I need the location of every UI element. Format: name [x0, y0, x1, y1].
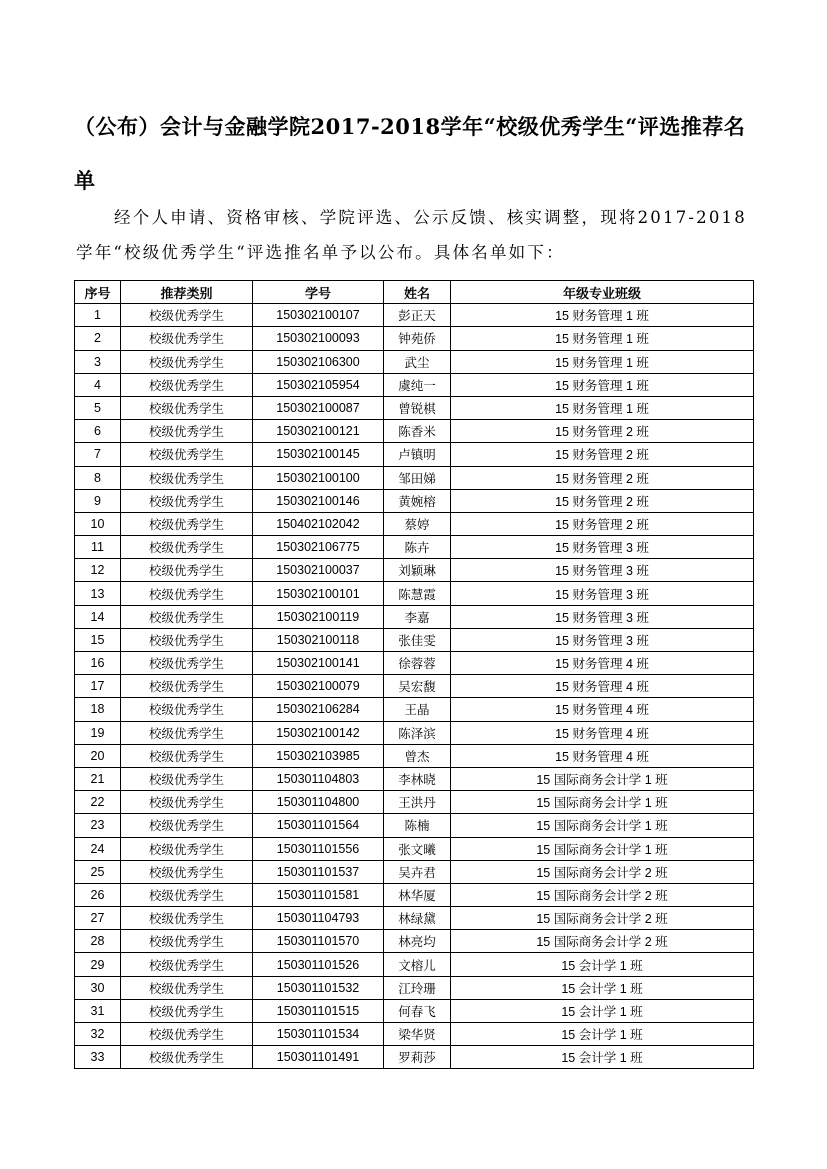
cell-category: 校级优秀学生: [121, 721, 253, 744]
cell-name: 林华厦: [384, 883, 451, 906]
cell-student-id: 150301101526: [253, 953, 384, 976]
cell-index: 19: [75, 721, 121, 744]
cell-class: 15 财务管理 2 班: [451, 420, 754, 443]
cell-name: 徐蓉蓉: [384, 652, 451, 675]
cell-name: 邹田娣: [384, 466, 451, 489]
header-class: 年级专业班级: [451, 281, 754, 304]
cell-class: 15 财务管理 3 班: [451, 559, 754, 582]
cell-index: 29: [75, 953, 121, 976]
cell-category: 校级优秀学生: [121, 304, 253, 327]
page-title: （公布）会计与金融学院2017-2018学年“校级优秀学生“评选推荐名单: [74, 114, 746, 193]
cell-name: 黄婉榕: [384, 489, 451, 512]
cell-index: 24: [75, 837, 121, 860]
student-roster-table: [74, 280, 754, 1069]
cell-index: 31: [75, 999, 121, 1022]
table-row: [75, 512, 754, 535]
cell-category: 校级优秀学生: [121, 791, 253, 814]
cell-category: 校级优秀学生: [121, 628, 253, 651]
cell-name: 梁华贤: [384, 1023, 451, 1046]
cell-category: 校级优秀学生: [121, 999, 253, 1022]
cell-index: 17: [75, 675, 121, 698]
cell-student-id: 150302100087: [253, 396, 384, 419]
cell-class: 15 会计学 1 班: [451, 976, 754, 999]
cell-category: 校级优秀学生: [121, 350, 253, 373]
cell-student-id: 150301101581: [253, 883, 384, 906]
cell-index: 33: [75, 1046, 121, 1069]
cell-category: 校级优秀学生: [121, 883, 253, 906]
cell-name: 罗莉莎: [384, 1046, 451, 1069]
cell-category: 校级优秀学生: [121, 489, 253, 512]
table-row: [75, 582, 754, 605]
table-row: [75, 1023, 754, 1046]
table-row: [75, 327, 754, 350]
cell-index: 18: [75, 698, 121, 721]
cell-class: 15 财务管理 2 班: [451, 443, 754, 466]
cell-class: 15 财务管理 1 班: [451, 350, 754, 373]
cell-class: 15 财务管理 3 班: [451, 605, 754, 628]
table-row: [75, 536, 754, 559]
cell-student-id: 150302100119: [253, 605, 384, 628]
cell-class: 15 国际商务会计学 1 班: [451, 767, 754, 790]
cell-category: 校级优秀学生: [121, 675, 253, 698]
cell-student-id: 150301104793: [253, 907, 384, 930]
cell-name: 钟苑侨: [384, 327, 451, 350]
table-row: [75, 976, 754, 999]
cell-class: 15 国际商务会计学 1 班: [451, 837, 754, 860]
cell-index: 4: [75, 373, 121, 396]
cell-student-id: 150302100142: [253, 721, 384, 744]
table-row: [75, 883, 754, 906]
cell-student-id: 150301101556: [253, 837, 384, 860]
cell-category: 校级优秀学生: [121, 605, 253, 628]
cell-index: 20: [75, 744, 121, 767]
cell-student-id: 150302103985: [253, 744, 384, 767]
cell-name: 武尘: [384, 350, 451, 373]
cell-class: 15 会计学 1 班: [451, 953, 754, 976]
cell-category: 校级优秀学生: [121, 744, 253, 767]
cell-index: 28: [75, 930, 121, 953]
cell-name: 王洪丹: [384, 791, 451, 814]
cell-class: 15 国际商务会计学 2 班: [451, 930, 754, 953]
cell-student-id: 150301101570: [253, 930, 384, 953]
cell-student-id: 150302100079: [253, 675, 384, 698]
intro-paragraph: 经个人申请、资格审核、学院评选、公示反馈、核实调整，现将2017-2018学年“校级优秀学生“评选推名单予以公布。具体名单如下：: [76, 208, 747, 262]
cell-name: 王晶: [384, 698, 451, 721]
cell-category: 校级优秀学生: [121, 1023, 253, 1046]
cell-class: 15 财务管理 4 班: [451, 744, 754, 767]
cell-student-id: 150302100037: [253, 559, 384, 582]
cell-index: 22: [75, 791, 121, 814]
cell-class: 15 财务管理 1 班: [451, 396, 754, 419]
cell-student-id: 150301104803: [253, 767, 384, 790]
cell-index: 16: [75, 652, 121, 675]
cell-index: 25: [75, 860, 121, 883]
table-row: [75, 953, 754, 976]
cell-name: 陈慧霞: [384, 582, 451, 605]
cell-name: 刘颖琳: [384, 559, 451, 582]
cell-index: 10: [75, 512, 121, 535]
table-header-row: [75, 281, 754, 304]
table-row: [75, 791, 754, 814]
cell-index: 12: [75, 559, 121, 582]
cell-student-id: 150302100145: [253, 443, 384, 466]
cell-student-id: 150302106300: [253, 350, 384, 373]
cell-name: 陈泽滨: [384, 721, 451, 744]
cell-category: 校级优秀学生: [121, 1046, 253, 1069]
cell-class: 15 财务管理 2 班: [451, 466, 754, 489]
cell-index: 21: [75, 767, 121, 790]
table-row: [75, 698, 754, 721]
cell-name: 张佳雯: [384, 628, 451, 651]
cell-category: 校级优秀学生: [121, 814, 253, 837]
cell-name: 虞纯一: [384, 373, 451, 396]
cell-index: 8: [75, 466, 121, 489]
cell-class: 15 财务管理 1 班: [451, 327, 754, 350]
cell-name: 李林晓: [384, 767, 451, 790]
cell-category: 校级优秀学生: [121, 652, 253, 675]
header-category: 推荐类别: [121, 281, 253, 304]
cell-student-id: 150301101515: [253, 999, 384, 1022]
cell-class: 15 财务管理 3 班: [451, 582, 754, 605]
cell-class: 15 财务管理 3 班: [451, 536, 754, 559]
table-row: [75, 930, 754, 953]
cell-name: 何春飞: [384, 999, 451, 1022]
cell-category: 校级优秀学生: [121, 953, 253, 976]
cell-student-id: 150302100101: [253, 582, 384, 605]
header-index: 序号: [75, 281, 121, 304]
cell-category: 校级优秀学生: [121, 976, 253, 999]
header-name: 姓名: [384, 281, 451, 304]
cell-class: 15 财务管理 1 班: [451, 304, 754, 327]
cell-category: 校级优秀学生: [121, 536, 253, 559]
cell-category: 校级优秀学生: [121, 396, 253, 419]
table-row: [75, 721, 754, 744]
cell-category: 校级优秀学生: [121, 443, 253, 466]
table-row: [75, 559, 754, 582]
cell-name: 陈楠: [384, 814, 451, 837]
cell-name: 文榕儿: [384, 953, 451, 976]
cell-class: 15 财务管理 2 班: [451, 512, 754, 535]
cell-student-id: 150301104800: [253, 791, 384, 814]
cell-category: 校级优秀学生: [121, 373, 253, 396]
cell-class: 15 财务管理 4 班: [451, 652, 754, 675]
cell-student-id: 150301101537: [253, 860, 384, 883]
cell-index: 27: [75, 907, 121, 930]
cell-class: 15 国际商务会计学 2 班: [451, 907, 754, 930]
table-row: [75, 304, 754, 327]
cell-class: 15 会计学 1 班: [451, 1046, 754, 1069]
cell-name: 陈香米: [384, 420, 451, 443]
table-row: [75, 373, 754, 396]
table-row: [75, 675, 754, 698]
cell-name: 蔡婷: [384, 512, 451, 535]
cell-student-id: 150301101534: [253, 1023, 384, 1046]
cell-student-id: 150302100107: [253, 304, 384, 327]
cell-student-id: 150301101532: [253, 976, 384, 999]
table-row: [75, 767, 754, 790]
cell-category: 校级优秀学生: [121, 466, 253, 489]
cell-name: 陈卉: [384, 536, 451, 559]
cell-class: 15 财务管理 2 班: [451, 489, 754, 512]
cell-index: 13: [75, 582, 121, 605]
cell-class: 15 国际商务会计学 2 班: [451, 860, 754, 883]
cell-category: 校级优秀学生: [121, 837, 253, 860]
table-row: [75, 814, 754, 837]
cell-student-id: 150302100121: [253, 420, 384, 443]
cell-index: 26: [75, 883, 121, 906]
table-row: [75, 420, 754, 443]
cell-category: 校级优秀学生: [121, 767, 253, 790]
cell-student-id: 150302105954: [253, 373, 384, 396]
cell-index: 2: [75, 327, 121, 350]
cell-student-id: 150302100100: [253, 466, 384, 489]
cell-category: 校级优秀学生: [121, 420, 253, 443]
table-row: [75, 837, 754, 860]
cell-name: 林亮均: [384, 930, 451, 953]
table-row: [75, 466, 754, 489]
cell-name: 江玲珊: [384, 976, 451, 999]
cell-index: 3: [75, 350, 121, 373]
table-row: [75, 860, 754, 883]
cell-student-id: 150302100146: [253, 489, 384, 512]
cell-name: 李嘉: [384, 605, 451, 628]
cell-category: 校级优秀学生: [121, 860, 253, 883]
cell-name: 林绿黛: [384, 907, 451, 930]
cell-index: 5: [75, 396, 121, 419]
table-row: [75, 907, 754, 930]
cell-class: 15 国际商务会计学 2 班: [451, 883, 754, 906]
table-row: [75, 396, 754, 419]
cell-student-id: 150301101491: [253, 1046, 384, 1069]
cell-class: 15 财务管理 4 班: [451, 721, 754, 744]
table-row: [75, 999, 754, 1022]
table-body: [75, 304, 754, 1069]
cell-index: 30: [75, 976, 121, 999]
header-student-id: 学号: [253, 281, 384, 304]
cell-student-id: 150302100118: [253, 628, 384, 651]
cell-name: 曾杰: [384, 744, 451, 767]
cell-category: 校级优秀学生: [121, 582, 253, 605]
cell-name: 卢镇明: [384, 443, 451, 466]
cell-class: 15 会计学 1 班: [451, 999, 754, 1022]
cell-name: 吴宏馥: [384, 675, 451, 698]
cell-category: 校级优秀学生: [121, 907, 253, 930]
cell-class: 15 会计学 1 班: [451, 1023, 754, 1046]
cell-student-id: 150301101564: [253, 814, 384, 837]
cell-index: 1: [75, 304, 121, 327]
cell-student-id: 150402102042: [253, 512, 384, 535]
cell-category: 校级优秀学生: [121, 559, 253, 582]
cell-index: 14: [75, 605, 121, 628]
cell-class: 15 国际商务会计学 1 班: [451, 814, 754, 837]
table-row: [75, 489, 754, 512]
cell-class: 15 财务管理 4 班: [451, 698, 754, 721]
cell-index: 23: [75, 814, 121, 837]
table-row: [75, 652, 754, 675]
cell-category: 校级优秀学生: [121, 698, 253, 721]
cell-student-id: 150302106284: [253, 698, 384, 721]
cell-category: 校级优秀学生: [121, 512, 253, 535]
table-row: [75, 350, 754, 373]
cell-index: 6: [75, 420, 121, 443]
table-row: [75, 1046, 754, 1069]
table-row: [75, 744, 754, 767]
cell-name: 彭正天: [384, 304, 451, 327]
cell-index: 32: [75, 1023, 121, 1046]
cell-index: 9: [75, 489, 121, 512]
cell-class: 15 财务管理 3 班: [451, 628, 754, 651]
cell-student-id: 150302106775: [253, 536, 384, 559]
cell-class: 15 国际商务会计学 1 班: [451, 791, 754, 814]
cell-student-id: 150302100093: [253, 327, 384, 350]
cell-name: 曾锐棋: [384, 396, 451, 419]
table-row: [75, 628, 754, 651]
cell-index: 15: [75, 628, 121, 651]
cell-class: 15 财务管理 1 班: [451, 373, 754, 396]
cell-category: 校级优秀学生: [121, 327, 253, 350]
cell-name: 吴卉君: [384, 860, 451, 883]
cell-category: 校级优秀学生: [121, 930, 253, 953]
cell-index: 7: [75, 443, 121, 466]
cell-student-id: 150302100141: [253, 652, 384, 675]
cell-name: 张文曦: [384, 837, 451, 860]
table-row: [75, 605, 754, 628]
table-row: [75, 443, 754, 466]
cell-class: 15 财务管理 4 班: [451, 675, 754, 698]
cell-index: 11: [75, 536, 121, 559]
